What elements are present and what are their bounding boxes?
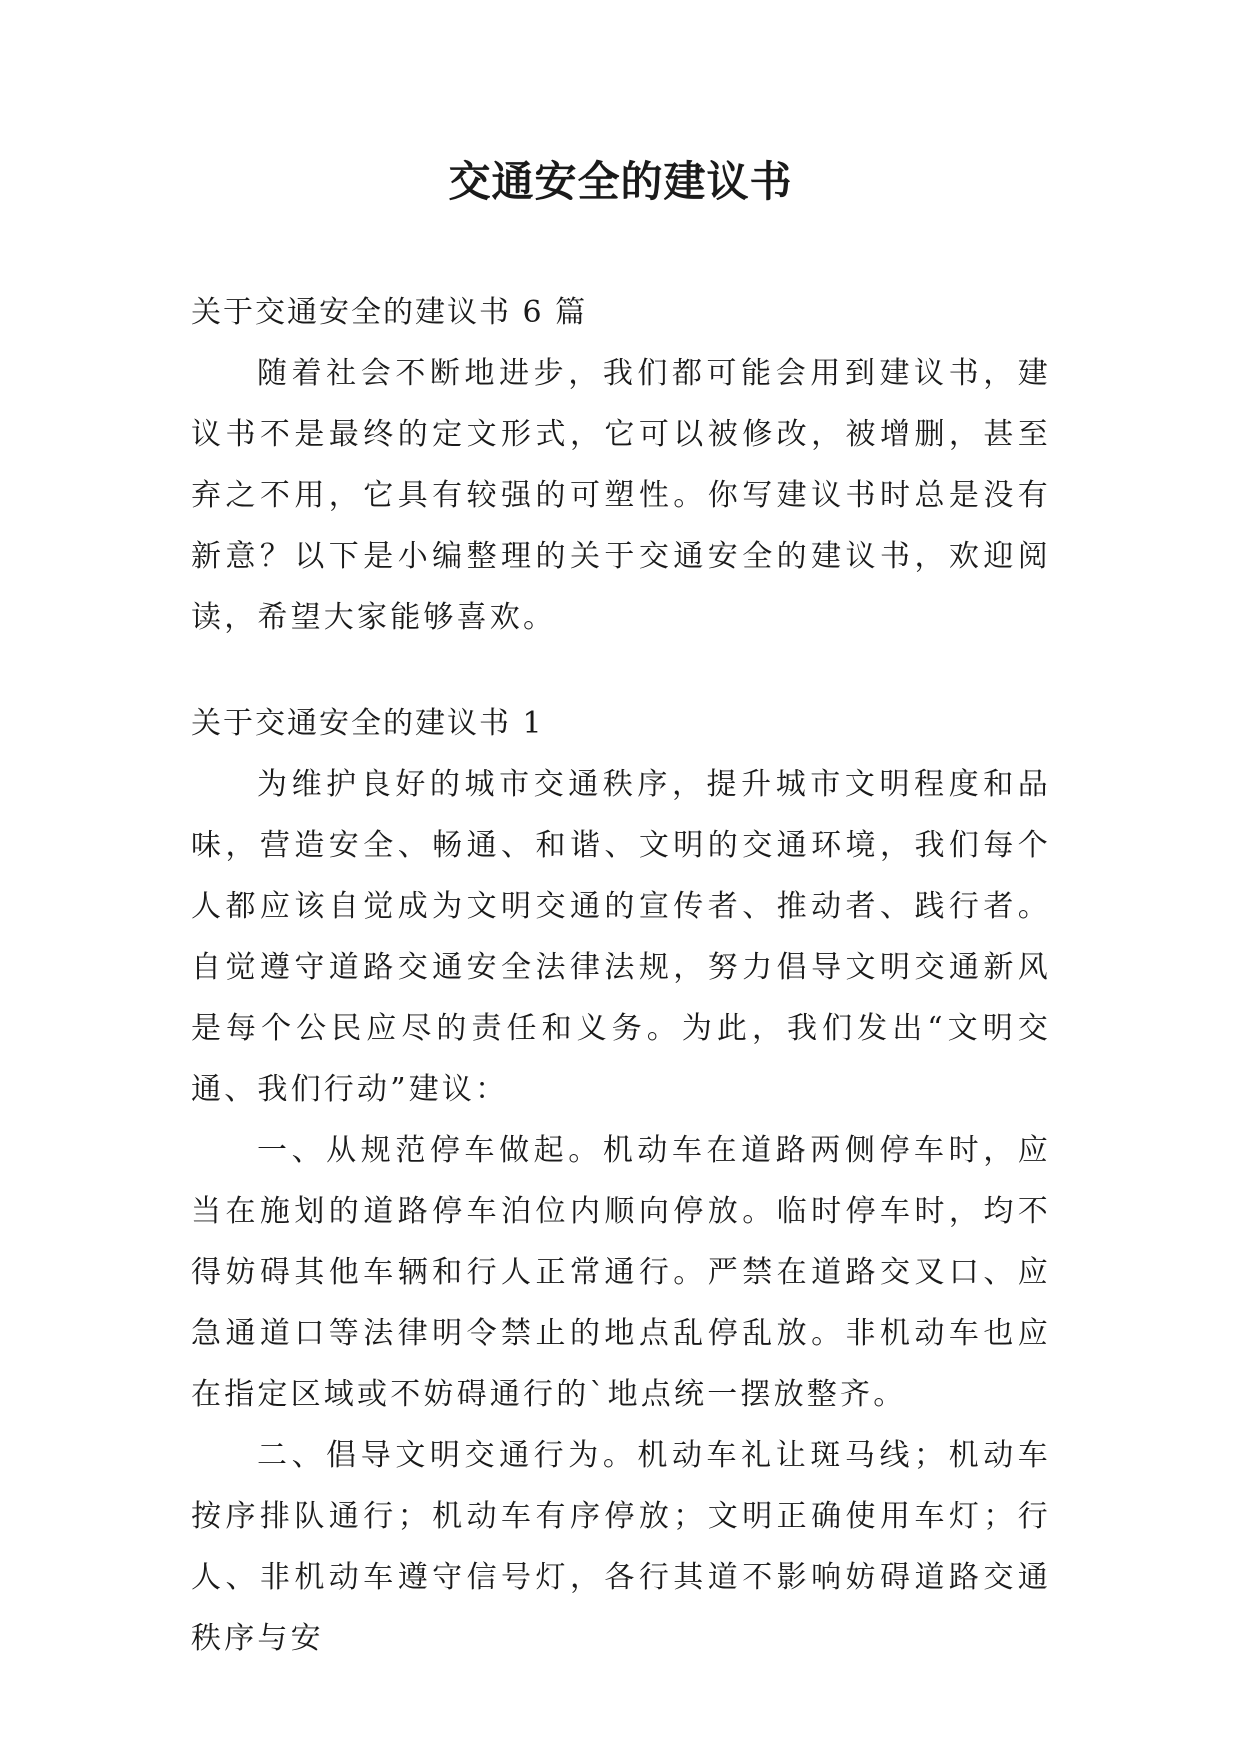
section-1-paragraph-3: 二、倡导文明交通行为。机动车礼让斑马线；机动车按序排队通行；机动车有序停放；文明正确使用车灯；行人、非机动车遵守信号灯，各行其道不影响妨碍道路交通秩序与安 bbox=[191, 1438, 1051, 1656]
document-title: 交通安全的建议书 bbox=[448, 157, 793, 206]
section-1-heading: 关于交通安全的建议书 1 bbox=[191, 706, 544, 741]
section-1-paragraph-1: 为维护良好的城市交通秩序，提升城市文明程度和品味，营造安全、畅通、和谐、文明的交通环境，我们每个人都应该自觉成为文明交通的宣传者、推动者、践行者。自觉遵守道路交通安全法律法规，努力倡导文明交通新风是每个公民应尽的责任和义务。为此，我们发出“文明交通、我们行动”建议： bbox=[191, 767, 1051, 1107]
section-1-paragraph-2: 一、从规范停车做起。机动车在道路两侧停车时，应当在施划的道路停车泊位内顺向停放。临时停车时，均不得妨碍其他车辆和行人正常通行。严禁在道路交叉口、应急通道口等法律明令禁止的地点乱停乱放。非机动车也应在指定区域或不妨碍通行的`地点统一摆放整齐。 bbox=[191, 1133, 1051, 1412]
section-1 bbox=[191, 693, 1051, 1669]
intro-paragraph: 随着社会不断地进步，我们都可能会用到建议书，建议书不是最终的定文形式，它可以被修改，被增删，甚至弃之不用，它具有较强的可塑性。你写建议书时总是没有新意？以下是小编整理的关于交通安全的建议书，欢迎阅读，希望大家能够喜欢。 bbox=[191, 356, 1051, 635]
intro-heading: 关于交通安全的建议书 6 篇 bbox=[191, 295, 588, 330]
intro-section bbox=[191, 282, 1051, 648]
